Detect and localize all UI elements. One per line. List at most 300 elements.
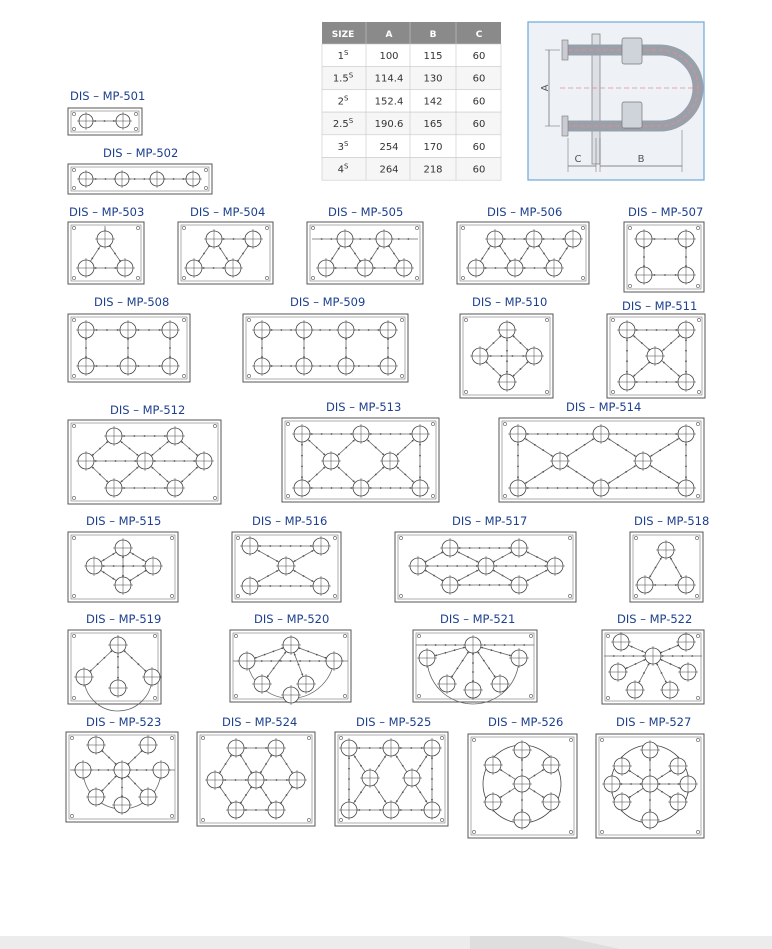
flange-bottom (562, 116, 568, 136)
cell-c: 60 (472, 96, 486, 108)
weld-dot (425, 570, 427, 572)
weld-dot (685, 455, 687, 457)
weld-dot (142, 559, 144, 561)
weld-dot (280, 585, 282, 587)
weld-dot (670, 368, 672, 370)
weld-dot (500, 796, 502, 798)
weld-dot (189, 474, 191, 476)
weld-dot (586, 487, 588, 489)
weld-dot (493, 342, 495, 344)
weld-dot (303, 347, 305, 349)
weld-dot (134, 178, 136, 180)
weld-dot (104, 657, 106, 659)
weld-dot (488, 248, 490, 250)
plate-label: DIS – MP-527 (616, 715, 692, 729)
weld-dot (108, 783, 110, 785)
weld-dot (267, 555, 269, 557)
weld-dot (491, 649, 493, 651)
weld-dot (419, 476, 421, 478)
weld-dot (368, 365, 370, 367)
weld-dot (486, 349, 488, 351)
weld-dot (148, 365, 150, 367)
weld-dot (354, 253, 356, 255)
weld-dot (375, 474, 377, 476)
weld-dot (445, 652, 447, 654)
weld-dot (513, 375, 515, 377)
weld-dot (419, 444, 421, 446)
weld-dot (353, 440, 355, 442)
weld-dot (535, 565, 537, 567)
weld-dot (112, 553, 114, 555)
plate-group-507 (624, 205, 704, 292)
plate-group-512 (68, 403, 221, 504)
weld-dot (113, 565, 115, 567)
weld-dot (286, 763, 288, 765)
weld-dot (196, 467, 198, 469)
weld-dot (267, 575, 269, 577)
weld-dot (630, 783, 632, 785)
weld-dot (354, 756, 356, 758)
weld-dot (664, 238, 666, 240)
weld-dot (526, 349, 528, 351)
weld-dot (269, 585, 271, 587)
weld-dot (637, 791, 639, 793)
weld-dot (509, 655, 511, 657)
weld-dot (280, 329, 282, 331)
weld-dot (626, 360, 628, 362)
weld-dot (267, 675, 269, 677)
weld-dot (486, 362, 488, 364)
weld-dot (404, 447, 406, 449)
weld-dot (280, 755, 282, 757)
weld-dot (643, 659, 645, 661)
plate-group-513 (282, 400, 439, 502)
weld-dot (659, 471, 661, 473)
weld-dot (382, 467, 384, 469)
plate-label: DIS – MP-505 (328, 205, 404, 219)
nut-bottom (622, 102, 642, 128)
weld-dot (509, 775, 511, 777)
weld-dot (446, 565, 448, 567)
weld-dot (655, 567, 657, 569)
weld-dot (345, 474, 347, 476)
plate-group-521 (413, 612, 537, 704)
weld-dot (609, 439, 611, 441)
weld-dot (435, 644, 437, 646)
weld-dot (379, 747, 381, 749)
weld-dot (108, 757, 110, 759)
weld-dot (649, 799, 651, 801)
weld-dot (617, 476, 619, 478)
weld-dot (226, 257, 228, 259)
cell-c: 60 (472, 164, 486, 176)
weld-dot (663, 362, 665, 364)
weld-dot (261, 660, 263, 662)
weld-dot (348, 788, 350, 790)
weld-dot (504, 644, 506, 646)
weld-dot (458, 579, 460, 581)
weld-dot (635, 663, 637, 665)
weld-dot (183, 460, 185, 462)
weld-dot (97, 663, 99, 665)
weld-dot (330, 238, 332, 240)
weld-dot (117, 666, 119, 668)
weld-dot (399, 433, 401, 435)
weld-dot (410, 747, 412, 749)
weld-dot (493, 368, 495, 370)
weld-dot (230, 755, 232, 757)
weld-dot (213, 267, 215, 269)
weld-dot (648, 664, 650, 666)
weld-dot (670, 558, 672, 560)
weld-dot (661, 791, 663, 793)
weld-dot (441, 579, 443, 581)
weld-dot (167, 480, 169, 482)
weld-dot (677, 439, 679, 441)
weld-dot (527, 248, 529, 250)
weld-dot (523, 644, 525, 646)
weld-dot (489, 584, 491, 586)
size-table (322, 22, 501, 180)
weld-dot (319, 365, 321, 367)
weld-dot (499, 336, 501, 338)
plate-label: DIS – MP-512 (110, 403, 186, 417)
weld-dot (291, 771, 293, 773)
plate-label: DIS – MP-511 (622, 299, 698, 313)
weld-dot (245, 763, 247, 765)
weld-dot (258, 580, 260, 582)
dim-label-c: C (574, 154, 582, 165)
weld-dot (106, 480, 108, 482)
plate-label: DIS – MP-501 (70, 89, 146, 103)
weld-dot (509, 791, 511, 793)
weld-dot (136, 769, 138, 771)
weld-dot (384, 756, 386, 758)
cell-a: 190.6 (374, 119, 404, 131)
weld-dot (407, 238, 409, 240)
flange-top (562, 40, 568, 60)
cell-b: 130 (423, 73, 443, 85)
weld-dot (348, 768, 350, 770)
weld-dot (106, 365, 108, 367)
weld-dot (521, 769, 523, 771)
weld-dot (132, 553, 134, 555)
weld-dot (490, 355, 492, 357)
cell-a: 152.4 (374, 96, 404, 108)
weld-dot (301, 466, 303, 468)
weld-dot (649, 769, 651, 771)
weld-dot (359, 238, 361, 240)
weld-dot (526, 439, 528, 441)
weld-dot (245, 794, 247, 796)
weld-dot (137, 575, 139, 577)
cell-size: $4^S$ (337, 162, 349, 176)
weld-dot (616, 487, 618, 489)
plate-group-511 (607, 299, 705, 398)
weld-dot (290, 545, 292, 547)
plate-group-523 (66, 715, 178, 822)
weld-dot (103, 559, 105, 561)
weld-dot (255, 809, 257, 811)
weld-dot (542, 449, 544, 451)
plate-group-508 (68, 295, 190, 382)
weld-dot (378, 765, 380, 767)
weld-dot (121, 480, 123, 482)
weld-dot (98, 769, 100, 771)
weld-dot (685, 350, 687, 352)
weld-dot (680, 575, 682, 577)
weld-dot (592, 439, 594, 441)
weld-dot (512, 355, 514, 357)
weld-dot (633, 336, 635, 338)
weld-dot (525, 565, 527, 567)
weld-dot (494, 644, 496, 646)
plate-group-504 (178, 205, 273, 284)
weld-dot (134, 783, 136, 785)
weld-dot (677, 482, 679, 484)
weld-dot (559, 257, 561, 259)
weld-dot (431, 778, 433, 780)
weld-dot (273, 668, 275, 670)
weld-dot (445, 644, 447, 646)
weld-dot (173, 178, 175, 180)
weld-dot (115, 776, 117, 778)
weld-dot (543, 253, 545, 255)
weld-dot (284, 652, 286, 654)
weld-dot (412, 480, 414, 482)
plate-label: DIS – MP-502 (103, 146, 179, 160)
plate-group-501 (68, 89, 145, 135)
weld-dot (534, 791, 536, 793)
weld-dot (664, 274, 666, 276)
weld-dot (121, 441, 123, 443)
weld-dot (233, 238, 235, 240)
weld-dot (124, 651, 126, 653)
weld-dot (425, 756, 427, 758)
weld-dot (433, 575, 435, 577)
weld-dot (270, 660, 272, 662)
weld-dot (425, 800, 427, 802)
cell-size: $1^S$ (337, 49, 349, 62)
weld-dot (384, 267, 386, 269)
weld-dot (301, 476, 303, 478)
u-bolt-dimension-diagram (528, 22, 704, 180)
weld-dot (510, 552, 512, 554)
weld-dot (360, 765, 362, 767)
weld-dot (685, 360, 687, 362)
weld-dot (294, 570, 296, 572)
plate-group-522 (602, 612, 704, 704)
weld-dot (476, 570, 478, 572)
weld-dot (537, 433, 539, 435)
weld-dot (634, 466, 636, 468)
plate-group-525 (335, 715, 448, 826)
cell-size: $1.5^S$ (332, 71, 354, 85)
weld-dot (369, 747, 371, 749)
cell-c: 60 (472, 141, 486, 153)
weld-dot (431, 788, 433, 790)
weld-dot (500, 769, 502, 771)
dim-label-a: A (540, 84, 551, 92)
weld-dot (294, 560, 296, 562)
weld-dot (144, 435, 146, 437)
weld-dot (678, 336, 680, 338)
weld-dot (636, 487, 638, 489)
weld-dot (290, 585, 292, 587)
weld-dot (412, 440, 414, 442)
weld-dot (131, 657, 133, 659)
weld-dot (656, 329, 658, 331)
weld-dot (323, 467, 325, 469)
weld-dot (384, 800, 386, 802)
weld-dot (505, 565, 507, 567)
weld-dot (551, 455, 553, 457)
weld-dot (691, 655, 693, 657)
weld-dot (431, 768, 433, 770)
weld-dot (567, 466, 569, 468)
plate-label: DIS – MP-517 (452, 514, 528, 528)
weld-dot (196, 454, 198, 456)
weld-dot (553, 238, 555, 240)
weld-dot (258, 550, 260, 552)
weld-dot (483, 660, 485, 662)
plate-label: DIS – MP-518 (634, 514, 710, 528)
weld-dot (404, 474, 406, 476)
weld-dot (115, 460, 117, 462)
weld-dot (240, 755, 242, 757)
weld-dot (181, 441, 183, 443)
weld-dot (682, 655, 684, 657)
cell-a: 254 (379, 141, 399, 153)
plate-group-518 (630, 514, 709, 602)
weld-dot (584, 476, 586, 478)
weld-dot (435, 655, 437, 657)
weld-dot (467, 556, 469, 558)
plate-label: DIS – MP-508 (94, 295, 170, 309)
weld-dot (375, 447, 377, 449)
weld-dot (133, 487, 135, 489)
weld-dot (307, 651, 309, 653)
weld-dot (655, 433, 657, 435)
weld-dot (534, 267, 536, 269)
weld-dot (390, 433, 392, 435)
weld-dot (124, 460, 126, 462)
weld-dot (399, 487, 401, 489)
weld-dot (106, 329, 108, 331)
weld-dot (626, 350, 628, 352)
weld-dot (670, 342, 672, 344)
weld-dot (276, 560, 278, 562)
weld-dot (141, 789, 143, 791)
table-header-b: B (429, 30, 437, 40)
plate-group-527 (596, 715, 704, 838)
cell-size: $2^S$ (337, 94, 349, 108)
weld-dot (345, 347, 347, 349)
weld-dot (500, 652, 502, 654)
weld-dot (685, 256, 687, 258)
cell-b: 115 (423, 51, 443, 62)
weld-dot (316, 474, 318, 476)
weld-dot (636, 433, 638, 435)
weld-dot (402, 791, 404, 793)
weld-dot (132, 565, 134, 567)
weld-dot (154, 487, 156, 489)
weld-dot (576, 449, 578, 451)
weld-dot (495, 267, 497, 269)
weld-dot (520, 342, 522, 344)
weld-dot (316, 447, 318, 449)
weld-dot (584, 444, 586, 446)
weld-dot (534, 476, 536, 478)
weld-dot (369, 809, 371, 811)
weld-dot (576, 433, 578, 435)
plate-label: DIS – MP-513 (326, 400, 402, 414)
weld-dot (290, 365, 292, 367)
weld-dot (290, 329, 292, 331)
weld-dot (499, 375, 501, 377)
weld-dot (129, 474, 131, 476)
weld-dot (466, 565, 468, 567)
weld-dot (95, 178, 97, 180)
weld-dot (103, 571, 105, 573)
weld-dot (152, 454, 154, 456)
base-plate (624, 222, 704, 292)
weld-dot (506, 350, 508, 352)
weld-dot (390, 487, 392, 489)
weld-dot (567, 487, 569, 489)
weld-dot (494, 675, 496, 677)
weld-dot (321, 433, 323, 435)
weld-dot (520, 368, 522, 370)
plate-group-524 (197, 715, 315, 826)
weld-dot (345, 267, 347, 269)
weld-dot (338, 453, 340, 455)
weld-dot (329, 329, 331, 331)
cell-b: 170 (423, 141, 443, 153)
weld-dot (510, 579, 512, 581)
plate-label: DIS – MP-506 (487, 205, 563, 219)
weld-dot (260, 771, 262, 773)
weld-dot (181, 480, 183, 482)
weld-dot (458, 552, 460, 554)
cell-a: 114.4 (374, 73, 404, 85)
weld-dot (331, 487, 333, 489)
plate-label: DIS – MP-503 (69, 205, 145, 219)
weld-dot (128, 776, 130, 778)
weld-dot (269, 545, 271, 547)
weld-dot (265, 794, 267, 796)
weld-dot (298, 664, 300, 666)
weld-dot (300, 585, 302, 587)
weld-dot (517, 466, 519, 468)
weld-dot (203, 253, 205, 255)
weld-dot (133, 435, 135, 437)
weld-dot (665, 329, 667, 331)
weld-dot (542, 769, 544, 771)
weld-dot (656, 664, 658, 666)
weld-dot (678, 375, 680, 377)
weld-dot (646, 433, 648, 435)
weld-dot (311, 550, 313, 552)
weld-dot (665, 681, 667, 683)
weld-dot (557, 433, 559, 435)
weld-dot (340, 433, 342, 435)
weld-dot (114, 253, 116, 255)
weld-dot (308, 480, 310, 482)
weld-dot (626, 667, 628, 669)
weld-dot (159, 474, 161, 476)
weld-dot (280, 545, 282, 547)
